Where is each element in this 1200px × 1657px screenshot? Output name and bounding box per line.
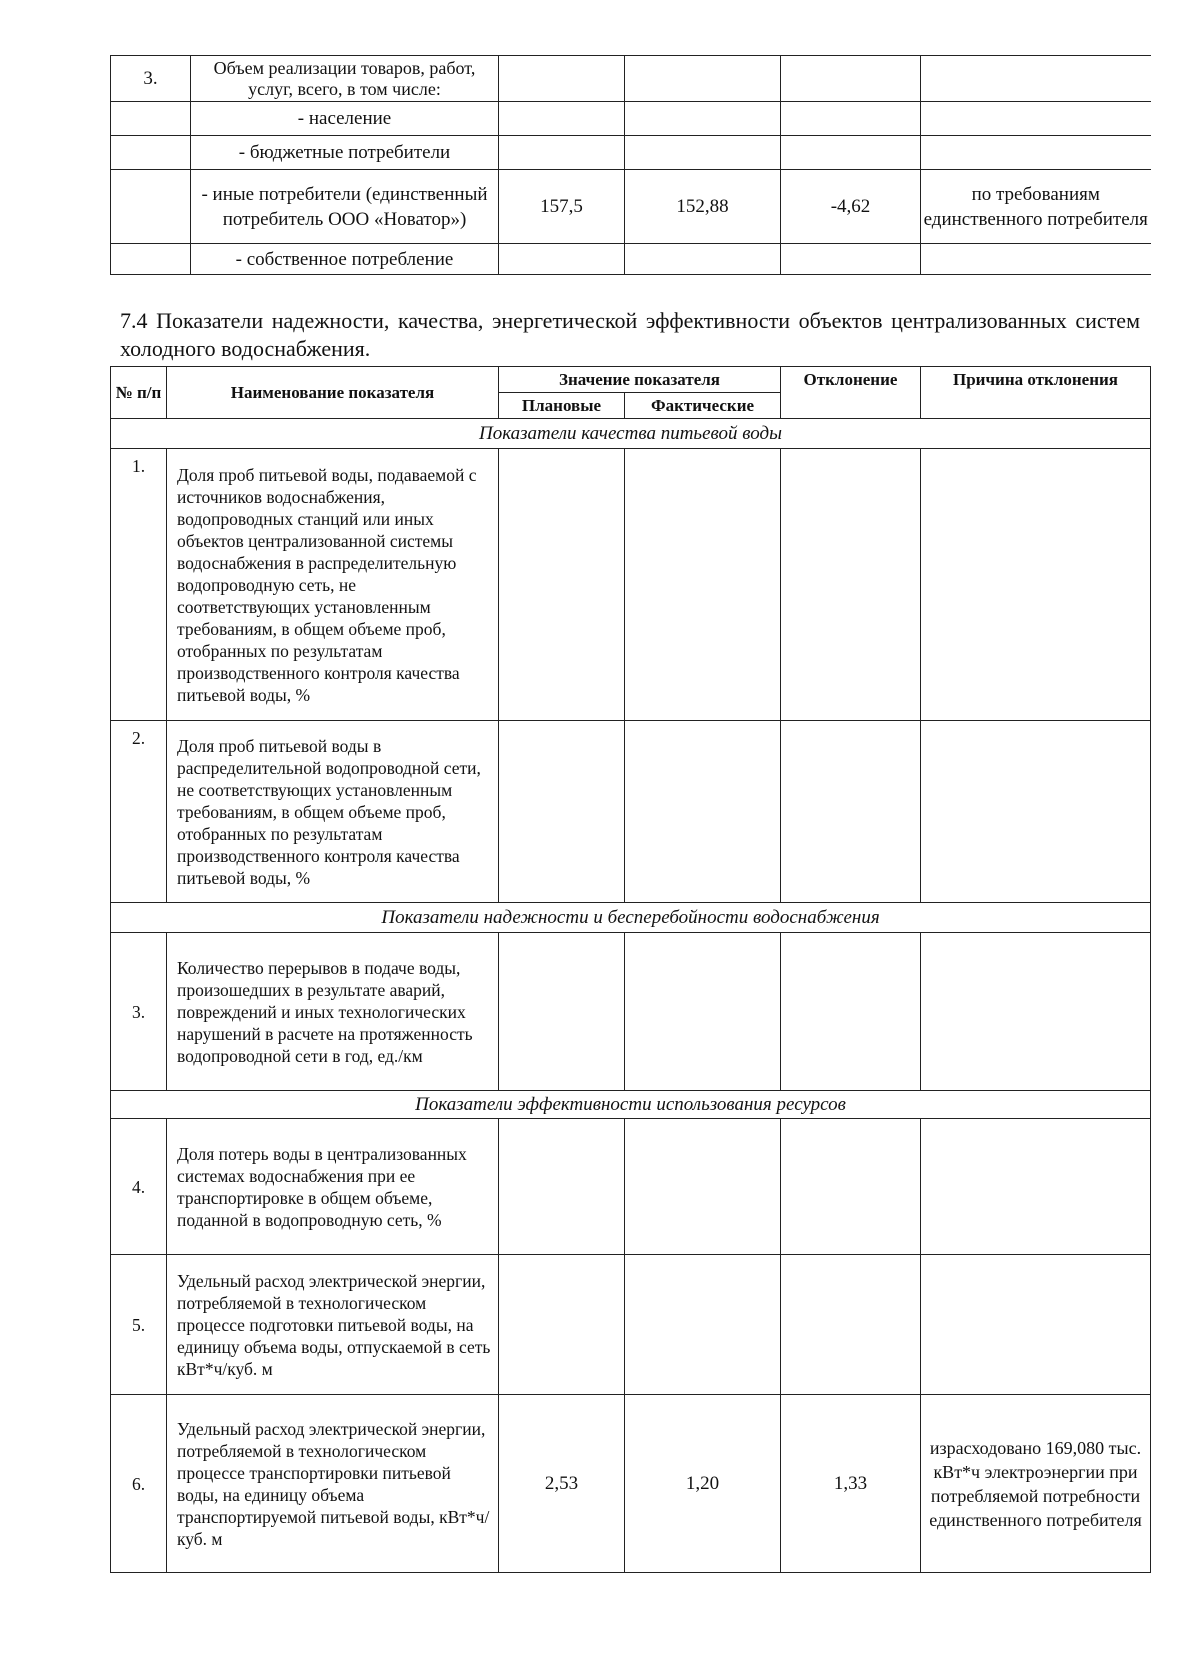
group-row [111,1091,1151,1119]
deviation-reason [921,102,1151,136]
table-row [111,244,1151,275]
deviation-reason [921,56,1151,102]
group-row [111,903,1151,933]
table-row [111,102,1151,136]
deviation-reason [921,449,1151,721]
table-row [111,1255,1151,1395]
group-title: Показатели надежности и бесперебойности водоснабжения [111,903,1151,933]
group-title: Показатели эффективности использования ресурсов [111,1091,1151,1119]
indicator-name: Доля потерь воды в централизованных системах водоснабжения при ее транспортировке в общем объеме, поданной в водопроводную сеть, % [167,1119,499,1255]
row-number: 4. [111,1119,167,1255]
header-deviation: Отклонение [781,367,921,419]
deviation-value: 1,33 [781,1395,921,1573]
header-number: № п/п [111,367,167,419]
header-planned: Плановые [499,393,625,419]
actual-value [625,136,781,170]
deviation-reason [921,136,1151,170]
deviation-value [781,244,921,275]
actual-value [625,1255,781,1395]
deviation-value [781,102,921,136]
header-indicator-value: Значение показателя [499,367,781,393]
deviation-reason: по требованиям единственного потребителя [921,170,1151,244]
planned-value: 2,53 [499,1395,625,1573]
indicator-name: Удельный расход электрической энергии, потребляемой в технологическом процессе транспортировки питьевой воды, на единицу объема транспортируемой питьевой воды, кВт*ч/куб. м [167,1395,499,1573]
row-number: 3. [111,933,167,1091]
deviation-value [781,136,921,170]
deviation-reason [921,1119,1151,1255]
header-deviation-reason: Причина отклонения [921,367,1151,419]
deviation-value [781,1255,921,1395]
indicator-name: - бюджетные потребители [191,136,499,170]
planned-value [499,56,625,102]
deviation-value [781,56,921,102]
header-indicator-name: Наименование показателя [167,367,499,419]
indicator-name: - население [191,102,499,136]
row-number [111,102,191,136]
table-row [111,1119,1151,1255]
planned-value [499,449,625,721]
deviation-value [781,721,921,903]
planned-value [499,244,625,275]
row-number [111,170,191,244]
planned-value [499,721,625,903]
deviation-reason [921,244,1151,275]
actual-value [625,56,781,102]
table-header-row [111,367,1151,393]
row-number [111,244,191,275]
actual-value [625,933,781,1091]
row-number [111,136,191,170]
planned-value [499,933,625,1091]
row-number: 5. [111,1255,167,1395]
deviation-value [781,1119,921,1255]
group-title: Показатели качества питьевой воды [111,419,1151,449]
indicator-name: Доля проб питьевой воды в распределительной водопроводной сети, не соответствующих установленным требованиям, в общем объеме проб, отобранных по результатам производственного контроля качества питьевой воды, % [167,721,499,903]
actual-value [625,1119,781,1255]
planned-value [499,136,625,170]
sales-volume-table [110,55,1151,275]
deviation-reason [921,721,1151,903]
table-row [111,56,1151,102]
actual-value [625,721,781,903]
actual-value: 1,20 [625,1395,781,1573]
table-row [111,1395,1151,1573]
indicator-name: Количество перерывов в подаче воды, произошедших в результате аварий, повреждений и иных технологических нарушений в расчете на протяженность водопроводной сети в год, ед./км [167,933,499,1091]
deviation-reason: израсходовано 169,080 тыс. кВт*ч электроэнергии при потребляемой потребности единственного потребителя [921,1395,1151,1573]
indicator-name: - собственное потребление [191,244,499,275]
deviation-value [781,449,921,721]
actual-value [625,449,781,721]
planned-value [499,102,625,136]
planned-value [499,1255,625,1395]
row-number: 6. [111,1395,167,1573]
indicator-name: Объем реализации товаров, работ, услуг, всего, в том числе: [191,56,499,102]
indicators-table [110,366,1151,1573]
actual-value: 152,88 [625,170,781,244]
table-row [111,449,1151,721]
indicator-name: - иные потребители (единственный потребитель ООО «Новатор») [191,170,499,244]
planned-value [499,1119,625,1255]
indicator-name: Доля проб питьевой воды, подаваемой с источников водоснабжения, водопроводных станций или иных объектов централизованной системы водоснабжения в распределительную водопроводную сеть, не соответствующих установленным требованиям, в общем объеме проб, отобранных по результатам производственного контроля качества питьевой воды, % [167,449,499,721]
row-number: 3. [111,56,191,102]
table-row [111,170,1151,244]
table-row [111,136,1151,170]
deviation-reason [921,933,1151,1091]
deviation-value [781,933,921,1091]
deviation-reason [921,1255,1151,1395]
indicator-name: Удельный расход электрической энергии, потребляемой в технологическом процессе подготовки питьевой воды, на единицу объема воды, отпускаемой в сеть кВт*ч/куб. м [167,1255,499,1395]
deviation-value: -4,62 [781,170,921,244]
group-row [111,419,1151,449]
row-number: 2. [111,721,167,903]
planned-value: 157,5 [499,170,625,244]
section-title: 7.4 Показатели надежности, качества, энергетической эффективности объектов централизованных систем холодного водоснабжения. [120,308,1140,361]
row-number: 1. [111,449,167,721]
actual-value [625,102,781,136]
table-row [111,721,1151,903]
table-row [111,933,1151,1091]
header-actual: Фактические [625,393,781,419]
actual-value [625,244,781,275]
